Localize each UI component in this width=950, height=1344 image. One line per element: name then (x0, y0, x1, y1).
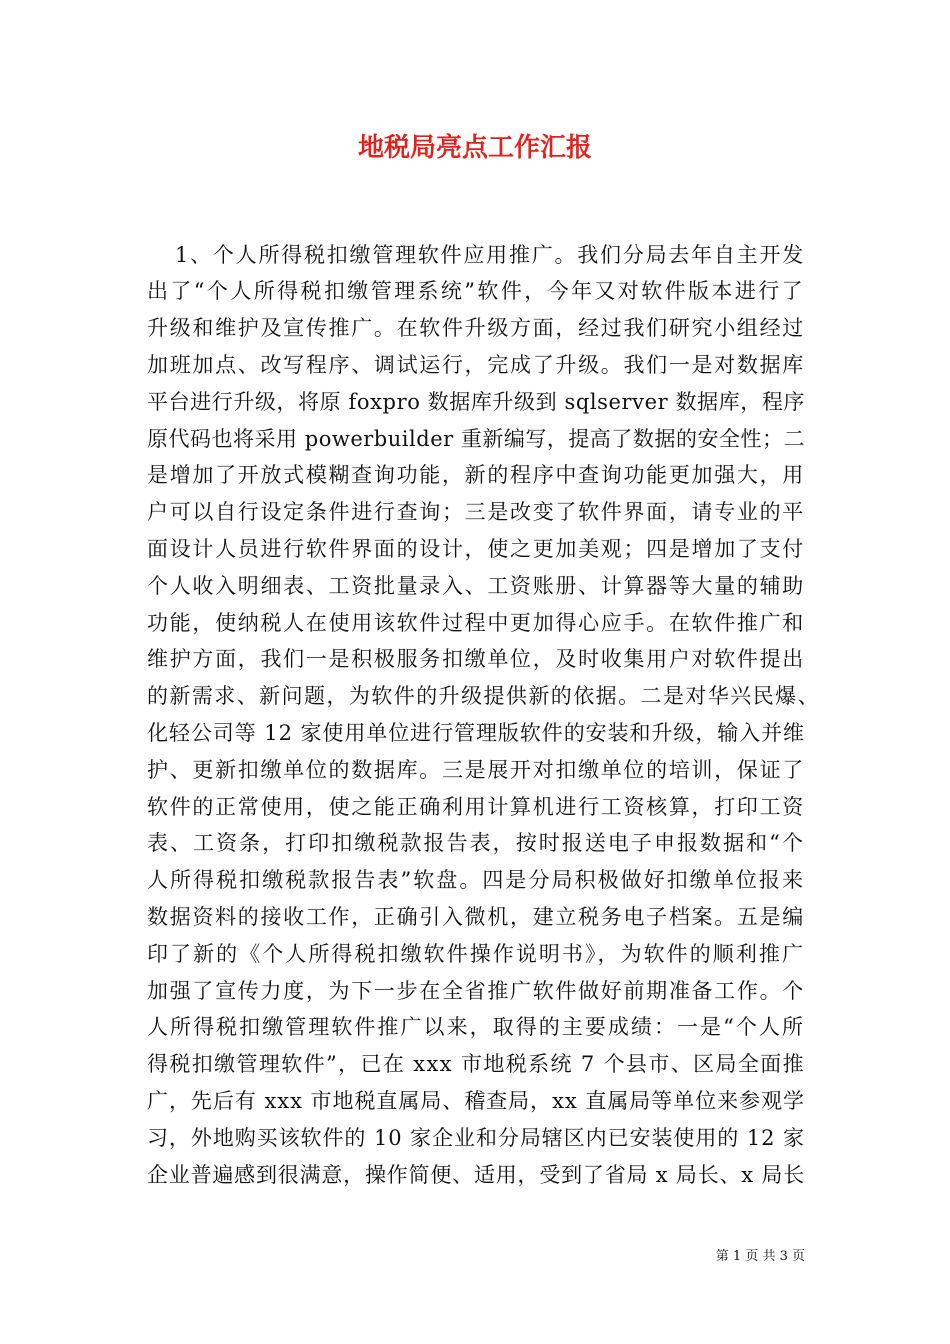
paragraph-line: 是增加了开放式模糊查询功能，新的程序中查询功能更加强大，用 (147, 463, 805, 488)
document-body (147, 237, 827, 1194)
paragraph-line: 数据资料的接收工作，正确引入微机，建立税务电子档案。五是编 (147, 904, 805, 929)
paragraph-line: 原代码也将采用 powerbuilder 重新编写，提高了数据的安全性；二 (147, 426, 805, 451)
paragraph-line: 表、工资条，打印扣缴税款报告表，按时报送电子申报数据和“个 (147, 831, 805, 856)
paragraph-line: 加班加点、改写程序、调试运行，完成了升级。我们一是对数据库 (147, 352, 805, 377)
paragraph-line: 广，先后有 xxx 市地税直属局、稽查局，xx 直属局等单位来参观学 (147, 1088, 805, 1113)
paragraph-line: 1、个人所得税扣缴管理软件应用推广。我们分局去年自主开发 (175, 242, 805, 267)
paragraph-line: 习，外地购买该软件的 10 家企业和分局辖区内已安装使用的 12 家 (147, 1125, 805, 1150)
paragraph-line: 平台进行升级，将原 foxpro 数据库升级到 sqlserver 数据库，程序 (147, 389, 805, 414)
paragraph-line: 印了新的《个人所得税扣缴软件操作说明书》，为软件的顺利推广 (147, 941, 805, 966)
paragraph-line: 化轻公司等 12 家使用单位进行管理版软件的安装和升级，输入并维 (147, 720, 805, 745)
paragraph-line: 功能，使纳税人在使用该软件过程中更加得心应手。在软件推广和 (147, 610, 805, 635)
paragraph-line: 升级和维护及宣传推广。在软件升级方面，经过我们研究小组经过 (147, 316, 805, 341)
paragraph-line: 企业普遍感到很满意，操作简便、适用，受到了省局 x 局长、x 局长 (147, 1162, 805, 1187)
paragraph-line: 加强了宣传力度，为下一步在全省推广软件做好前期准备工作。个 (147, 978, 805, 1003)
paragraph-line: 软件的正常使用，使之能正确利用计算机进行工资核算，打印工资 (147, 794, 805, 819)
paragraph-line: 维护方面，我们一是积极服务扣缴单位，及时收集用户对软件提出 (147, 647, 805, 672)
paragraph-line: 人所得税扣缴税款报告表”软盘。四是分局积极做好扣缴单位报来 (147, 868, 805, 893)
paragraph-line: 出了“个人所得税扣缴管理系统”软件，今年又对软件版本进行了 (147, 279, 805, 304)
paragraph-line: 护、更新扣缴单位的数据库。三是展开对扣缴单位的培训，保证了 (147, 757, 805, 782)
paragraph-line: 得税扣缴管理软件”，已在 xxx 市地税系统 7 个县市、区局全面推 (147, 1052, 805, 1077)
document-title: 地税局亮点工作汇报 (357, 133, 592, 163)
page-number-footer: 第 1 页 共 3 页 (715, 1249, 805, 1264)
paragraph-line: 人所得税扣缴管理软件推广以来，取得的主要成绩：一是“个人所 (147, 1015, 805, 1040)
paragraph-line: 面设计人员进行软件界面的设计，使之更加美观；四是增加了支付 (147, 536, 805, 561)
paragraph-line: 个人收入明细表、工资批量录入、工资账册、计算器等大量的辅助 (147, 573, 805, 598)
paragraph-line: 的新需求、新问题，为软件的升级提供新的依据。二是对华兴民爆、 (147, 684, 820, 709)
paragraph-line: 户可以自行设定条件进行查询；三是改变了软件界面，请专业的平 (147, 500, 805, 525)
